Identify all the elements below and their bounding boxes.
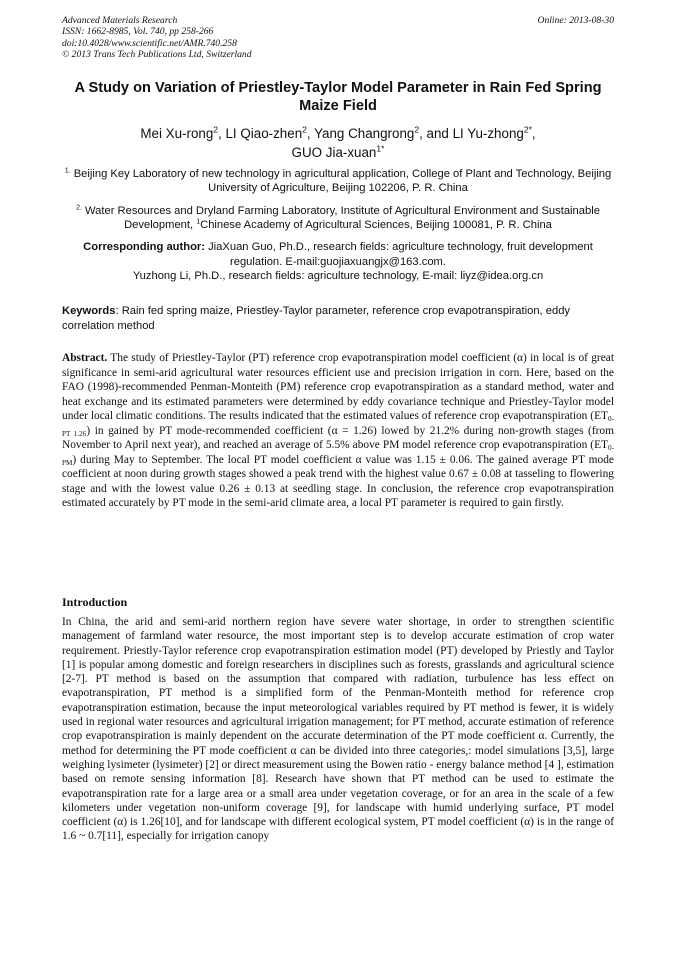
copyright-line: © 2013 Trans Tech Publications Ltd, Switzerland	[62, 49, 252, 61]
journal-header	[62, 15, 614, 61]
affiliation-text: Chinese Academy of Agricultural Sciences, Beijing 100081, P. R. China	[200, 218, 552, 231]
introduction-body: In China, the arid and semi-arid northern region have severe water shortage, in order to strengthen scientific management of farmland water resource, the most important step is to develop accurate estimation of crop water requirement. Priestly-Taylor reference crop evapotranspiration estimation model (PT) developed by Priestly and Taylor [1] is popular among domestic and foreign researchers in disciplines such as forests, grasslands and agricultural science [2-7]. PT method is based on the assumption that compared with radiation, turbulence has less effect on evapotranspiration, PT method is a simplified form of the Penman-Monteith method for reference crop evapotranspiration estimation, because the input meteorological variables required by PT method is fewer, it is widely used in regional water resources and agricultural irrigation management; for PT method, accurate estimation of reference crop evapotranspiration is mainly dependent on the accurate determination of the PT mode coefficient α. Currently, the method for determining the PT mode coefficient α can be divided into three categories,: model simulations [3,5], large weighing lysimeter (lysimeter) [2] or direct measurement using the Bowen ratio - energy balance method [4 ], estimation based on remote sensing information [8]. Research have shown that PT method can be used to estimate the evapotranspiration rate for a large area or a small area under vegetation coverage, or for an area in the scale of a few kilometers under vegetation non-uniform coverage [9], for landscape with humid underlying surface, PT model coefficient (α) is 1.26[10], and for landscape with different ecological system, PT model coefficient (α) is in the range of 1.6 ~ 0.7[11], especially for irrigation canopy	[62, 616, 614, 843]
author-conjunction: , and	[419, 126, 453, 141]
keywords-separator: :	[115, 305, 122, 317]
author-affil-mark: 1*	[376, 143, 385, 154]
author-name: GUO Jia-xuan	[291, 144, 377, 160]
abstract-label: Abstract.	[62, 352, 108, 364]
abstract	[62, 351, 614, 511]
author-name: LI Qiao-zhen	[225, 126, 303, 141]
affiliation-mark: 2.	[76, 204, 82, 212]
abstract-text: ) during May to September. The local PT model coefficient α value was 1.15 ± 0.06. The gained average PT mode coefficient at noon during growth stages showed a peak trend with the highest value 0.67 ± 0.08 at tasseling to flowering stage and with the lowest value 0.26 ± 0.13 at seedling stage. In conclusion, the reference crop evapotranspiration estimated accurately by PT mode in the semi-arid climate area, a local PT parameter is required to gain firstly.	[62, 453, 614, 510]
author-affil-mark: 2	[414, 124, 420, 135]
affiliation-text: Water Resources and Dryland Farming Laboratory, Institute of Agricultural Environment and Sustainable Development,	[85, 205, 600, 231]
abstract-subscript: 0-PT 1.26	[62, 415, 614, 438]
section-heading-introduction: Introduction	[62, 595, 128, 609]
abstract-subscript: 0-PM	[62, 444, 614, 467]
author-list: Mei Xu-rong$^2$, LI Qiao-zhen$^2$, Yang Changrong$^2$, and LI Yu-zhong$^{2*}$, GUO Jia-xuan$^{1*}$	[140, 124, 536, 160]
corresponding-line-2: Yuzhong Li, Ph.D., research fields: agriculture technology, E-mail: liyz@idea.org.cn	[132, 270, 544, 283]
keywords-text: Rain fed spring maize, Priestley-Taylor parameter, reference crop evapotranspiration, eddy correlation method	[62, 305, 571, 332]
keywords	[62, 304, 614, 333]
corresponding-line-1: JiaXuan Guo, Ph.D., research fields: agriculture technology, fruit development regulation. E-mail:guojiaxuangjx@163.com.	[204, 241, 593, 268]
doi-line[interactable]: doi:10.4028/www.scientific.net/AMR.740.258	[62, 37, 237, 49]
online-date: Online: 2013-08-30	[537, 15, 614, 26]
corresponding-author	[62, 240, 614, 284]
affiliation-text: Beijing Key Laboratory of new technology in agricultural application, College of Plant and Technology, Beijing University of Agriculture, Beijing 102206, P. R. China	[73, 168, 612, 194]
author-name: LI Yu-zhong	[452, 126, 524, 141]
author-affil-mark: 2*	[523, 124, 532, 135]
affiliation-1	[62, 168, 614, 196]
journal-name: Advanced Materials Research	[62, 15, 178, 26]
abstract-text: The study of Priestley-Taylor (PT) reference crop evapotranspiration model coefficient (α) in local is of great significance in semi-arid agricultural water resources efficient use and precision irrigation in corn. Here, based on the FAO (1998)-recommended Penman-Monteith (PM) reference crop evapotranspiration as a standard method, water and heat exchange and its estimated parameters were determined by eddy covariance technique and Priestley-Taylor model under local climatic conditions. The results indicated that the estimated values of reference crop evapotranspiration (ET	[62, 352, 614, 423]
author-name: Yang Changrong	[314, 126, 415, 141]
issn-line: ISSN: 1662-8985, Vol. 740, pp 258-266	[62, 26, 214, 38]
affiliation-2	[62, 205, 614, 233]
author-affil-mark: 2	[213, 124, 219, 135]
author-name: Mei Xu-rong	[140, 126, 214, 141]
paper-title: A Study on Variation of Priestley-Taylor Model Parameter in Rain Fed Spring Maize Field	[74, 80, 602, 114]
abstract-text: ) in gained by PT mode-recommended coefficient (α = 1.26) lowed by 21.2% during non-growth stages (from November to April next year), and reached an average of 5.5% above PM model reference crop evapotranspiration (ET	[62, 424, 614, 452]
affiliation-mark: 1.	[64, 167, 71, 175]
author-affil-mark: 2	[302, 124, 307, 135]
keywords-label: Keywords	[62, 305, 116, 317]
corresponding-label: Corresponding author:	[83, 241, 205, 253]
affiliation-mark: 1	[196, 218, 201, 226]
